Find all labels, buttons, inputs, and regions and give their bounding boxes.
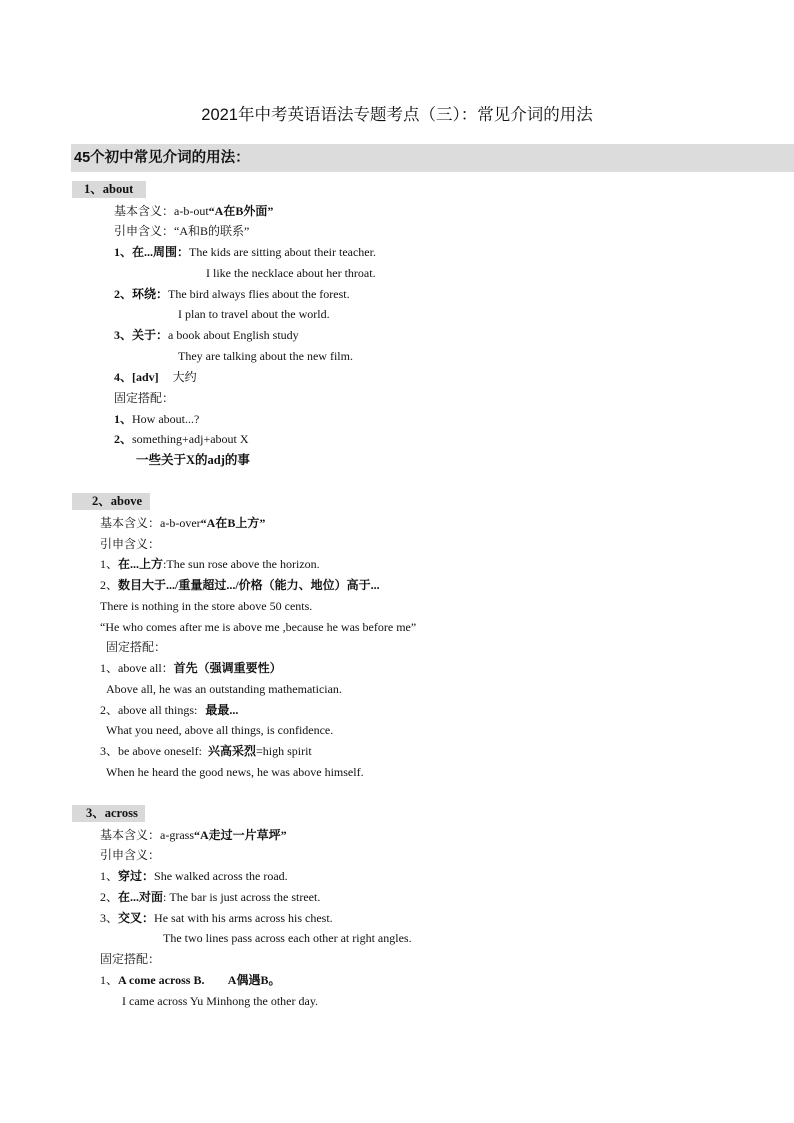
text-line: 1、穿过：She walked across the road. (100, 869, 288, 883)
text-line: 3、交叉：He sat with his arms across his chest. (100, 911, 333, 925)
text-line: 3、be above oneself: 兴高采烈=high spirit (100, 744, 312, 758)
text-line: 1、在...上方:The sun rose above the horizon. (100, 557, 320, 571)
section-label-across: 3、across (86, 806, 138, 820)
text-line: 引申含义： (100, 848, 161, 862)
section-label-about: 1、about (84, 182, 134, 196)
text-line: 基本含义：a-b-out“A在B外面” (114, 204, 274, 218)
text-line: 1、How about...? (114, 412, 200, 426)
text-line: I plan to travel about the world. (178, 307, 330, 321)
text-line: 2、在...对面: The bar is just across the street. (100, 890, 321, 904)
text-line: 固定搭配： (100, 952, 161, 966)
page-title: 2021年中考英语语法专题考点（三）：常见介词的用法 (201, 106, 593, 124)
text-line: 2、something+adj+about X (114, 432, 249, 446)
text-line: “He who comes after me is above me ,because he was before me” (100, 620, 417, 634)
text-line: 1、A come across B. A偶遇B。 (100, 973, 281, 987)
text-line: 3、关于：a book about English study (114, 328, 299, 342)
text-line: 引申含义：“A和B的联系” (114, 224, 250, 238)
text-line: 1、在...周围：The kids are sitting about their teacher. (114, 245, 376, 259)
section-heading: 45个初中常见介词的用法： (74, 150, 250, 166)
text-line: I like the necklace about her throat. (206, 266, 376, 280)
text-line: 2、环绕：The bird always flies about the forest. (114, 287, 350, 301)
text-line: I came across Yu Minhong the other day. (122, 994, 319, 1008)
text-line: 2、above all things: 最最... (100, 703, 239, 717)
text-line: 引申含义： (100, 537, 161, 551)
text-line: 固定搭配： (106, 640, 167, 654)
text-line: 4、[adv] 大约 (114, 370, 197, 384)
text-line: 一些关于X的adj的事 (136, 453, 250, 467)
text-line: There is nothing in the store above 50 cents. (100, 599, 313, 613)
text-line: Above all, he was an outstanding mathematician. (106, 682, 342, 696)
text-line: When he heard the good news, he was above himself. (106, 765, 364, 779)
text-line: The two lines pass across each other at right angles. (163, 931, 412, 945)
text-line: 2、数目大于.../重量超过.../价格（能力、地位）高于... (100, 578, 380, 592)
text-line: 固定搭配： (114, 391, 175, 405)
text-line: What you need, above all things, is confidence. (106, 723, 334, 737)
text-line: They are talking about the new film. (178, 349, 353, 363)
text-line: 基本含义：a-grass“A走过一片草坪” (100, 828, 287, 842)
text-line: 1、above all：首先（强调重要性） (100, 661, 282, 675)
section-label-above: 2、above (92, 494, 143, 508)
text-line: 基本含义：a-b-over“A在B上方” (100, 516, 266, 530)
